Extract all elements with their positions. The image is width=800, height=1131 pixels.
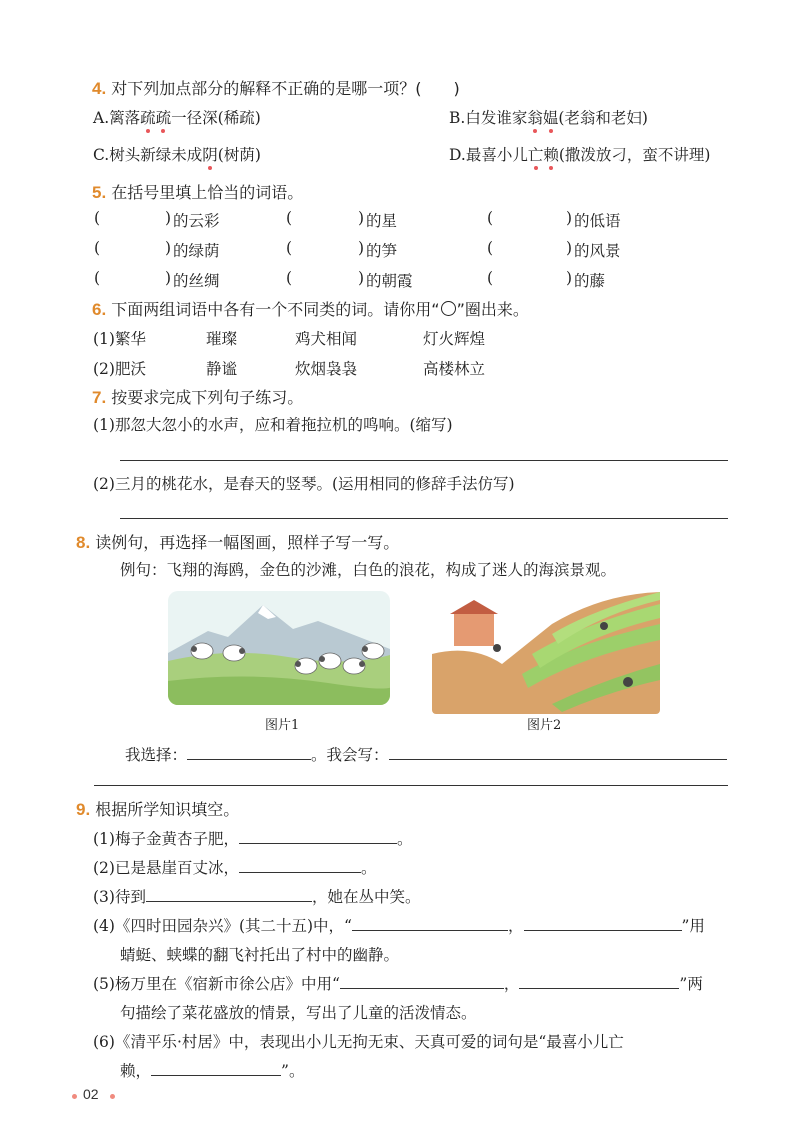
q5-r2c3-open: ( [487, 239, 494, 257]
q4-number: 4. [92, 79, 107, 98]
q7-item-2: (2)三月的桃花水，是春天的竖琴。(运用相同的修辞手法仿写) [93, 475, 515, 493]
q5-r2c2-open: ( [286, 239, 293, 257]
q9-item-1 [93, 827, 412, 849]
q6-r1-w2: 璀璨 [206, 330, 238, 348]
q8-caption-1: 图片1 [265, 718, 300, 733]
q9-item-5-post: ”两 [679, 975, 703, 993]
q5-r1c3-close: ) [566, 209, 573, 227]
q9-item-2-blank[interactable] [239, 857, 361, 873]
q8-title: 读例句，再选择一幅图画，照样子写一写。 [95, 533, 400, 552]
q4-option-c-dotted-1: 阴 [202, 146, 218, 164]
q4-option-c [93, 143, 261, 165]
sheep-meadow-icon [168, 591, 390, 705]
q5-r1c1-word: 的云彩 [173, 212, 220, 230]
q4-header [92, 76, 460, 99]
q4-option-a-dotted-2: 疏 [155, 109, 172, 127]
q4-option-a [93, 106, 261, 128]
q8-caption-2: 图片2 [527, 718, 562, 733]
q4-option-c-pre: 树头新绿未成 [109, 146, 203, 164]
q4-option-d-pre: 最喜小儿 [465, 146, 528, 164]
q4-option-c-post: (树荫) [217, 146, 261, 164]
q6-r2-w3: 炊烟袅袅 [295, 360, 358, 378]
q5-title: 在括号里填上恰当的词语。 [111, 183, 304, 202]
q4-option-d [449, 143, 710, 165]
q9-item-5-pre: (5)杨万里在《宿新市徐公店》中用“ [93, 975, 340, 993]
q6-r2-w4: 高楼林立 [423, 360, 486, 378]
q5-r3c3-open: ( [487, 269, 494, 287]
q4-option-b [449, 106, 648, 128]
q8-write-blank[interactable] [389, 744, 727, 760]
q5-r1c1-close: ) [165, 209, 172, 227]
q8-example: 例句：飞翔的海鸥，金色的沙滩，白色的浪花，构成了迷人的海滨景观。 [120, 561, 617, 579]
q9-item-1-post: 。 [396, 830, 413, 848]
q8-write-label: 。我会写： [311, 746, 389, 764]
q4-option-a-post: 一径深(稀疏) [171, 109, 261, 127]
q9-item-6-pre: 赖， [120, 1062, 152, 1080]
q8-number: 8. [76, 533, 91, 552]
q9-item-6-post: ”。 [281, 1062, 305, 1080]
page-number: 02 [83, 1086, 99, 1102]
q7-answer-line-1[interactable] [120, 460, 728, 461]
q9-item-3-blank[interactable] [146, 886, 312, 902]
q5-r2c2-word: 的笋 [366, 242, 398, 260]
q5-r3c2-close: ) [358, 269, 365, 287]
q6-header [92, 297, 529, 320]
q7-item-1: (1)那忽大忽小的水声，应和着拖拉机的鸣响。(缩写) [93, 416, 453, 434]
q5-r3c2-word: 的朝霞 [366, 272, 413, 290]
q9-item-4-post: ”用 [681, 917, 705, 935]
q5-r2c2-close: ) [358, 239, 365, 257]
q9-item-2 [93, 856, 376, 878]
q8-choose-label: 我选择： [125, 746, 188, 764]
q6-number: 6. [92, 300, 107, 319]
q4-option-d-label: D. [449, 146, 466, 164]
q4-option-c-label: C. [93, 146, 110, 164]
q5-r3c2-open: ( [286, 269, 293, 287]
q9-item-6-line1: (6)《清平乐·村居》中，表现出小儿无拘无束、天真可爱的词句是“最喜小儿亡 [93, 1033, 624, 1051]
q5-r3c1-open: ( [94, 269, 101, 287]
q9-item-5-mid: ， [503, 975, 520, 993]
q5-r2c1-open: ( [94, 239, 101, 257]
q7-header [92, 385, 303, 408]
q4-option-b-dotted-1: 翁 [527, 109, 543, 127]
q5-r1c2-word: 的星 [366, 212, 398, 230]
q5-r1c2-open: ( [286, 209, 293, 227]
q6-r1-w4: 灯火辉煌 [423, 330, 486, 348]
q9-header [76, 797, 239, 820]
q4-title: 对下列加点部分的解释不正确的是哪一项？( ) [111, 79, 460, 98]
circle-mark-icon [441, 301, 456, 316]
q9-item-5-blank-1[interactable] [340, 973, 504, 989]
q4-option-b-label: B. [449, 109, 466, 127]
sheep-meadow-image [168, 591, 390, 705]
page-number-right-dot [110, 1094, 115, 1099]
q9-item-1-pre: (1)梅子金黄杏子肥， [93, 830, 239, 848]
q4-option-a-pre: 篱落 [109, 109, 141, 127]
q5-r2c3-close: ) [566, 239, 573, 257]
q9-item-1-blank[interactable] [239, 828, 397, 844]
q9-item-3-pre: (3)待到 [93, 888, 146, 906]
page-number-left-dot [72, 1094, 77, 1099]
q5-r3c1-word: 的丝绸 [173, 272, 220, 290]
q5-header [92, 180, 303, 203]
q9-item-4-blank-2[interactable] [524, 915, 682, 931]
q9-item-5-line2: 句描绘了菜花盛放的情景，写出了儿童的活泼情态。 [120, 1004, 477, 1022]
q5-r1c1-open: ( [94, 209, 101, 227]
terraced-field-icon [432, 584, 660, 714]
q9-item-3-post: ，她在丛中笑。 [311, 888, 421, 906]
q9-title: 根据所学知识填空。 [95, 800, 240, 819]
q9-item-2-post: 。 [360, 859, 377, 877]
q4-option-a-dotted-1: 疏 [140, 109, 156, 127]
q4-option-b-dotted-2: 媪 [542, 109, 559, 127]
q9-item-4-line2: 蜻蜓、蛱蝶的翻飞衬托出了村中的幽静。 [120, 946, 400, 964]
q9-item-4-pre: (4)《四时田园杂兴》(其二十五)中，“ [93, 917, 352, 935]
q7-title: 按要求完成下列句子练习。 [111, 388, 304, 407]
q9-number: 9. [76, 800, 91, 819]
q4-option-d-dotted-2: 赖 [543, 146, 559, 164]
q9-item-5-blank-2[interactable] [519, 973, 679, 989]
q5-r1c3-word: 的低语 [574, 212, 621, 230]
q8-choose-blank[interactable] [187, 744, 311, 760]
q9-item-4 [93, 914, 705, 936]
q5-r2c1-close: ) [165, 239, 172, 257]
q8-answer-row [125, 743, 727, 765]
q5-r1c3-open: ( [487, 209, 494, 227]
q5-r2c1-word: 的绿荫 [173, 242, 220, 260]
q9-item-5 [93, 972, 703, 994]
q5-r2c3-word: 的风景 [574, 242, 621, 260]
q5-r3c3-word: 的藤 [574, 272, 606, 290]
q7-number: 7. [92, 388, 107, 407]
q4-option-a-label: A. [93, 109, 110, 127]
q5-r1c2-close: ) [358, 209, 365, 227]
q5-r3c3-close: ) [566, 269, 573, 287]
q6-title-post: ”圈出来。 [456, 300, 529, 319]
q6-title-pre: 下面两组词语中各有一个不同类的词。请你用“ [111, 300, 440, 319]
q6-r2-w1: (2)肥沃 [93, 360, 146, 378]
q9-item-6-blank[interactable] [151, 1060, 281, 1076]
q5-number: 5. [92, 183, 107, 202]
q9-item-4-mid: ， [507, 917, 524, 935]
q9-item-4-blank-1[interactable] [352, 915, 508, 931]
q4-option-d-post: (撒泼放刁，蛮不讲理) [558, 146, 711, 164]
q5-r3c1-close: ) [165, 269, 172, 287]
q8-answer-line[interactable] [94, 785, 728, 786]
q6-r1-w1: (1)繁华 [93, 330, 146, 348]
q4-option-d-dotted-1: 亡 [527, 146, 544, 164]
q9-item-3 [93, 885, 420, 907]
q7-answer-line-2[interactable] [120, 518, 728, 519]
q9-item-2-pre: (2)已是悬崖百丈冰， [93, 859, 239, 877]
q9-item-6-line2 [120, 1059, 304, 1081]
q6-r2-w2: 静谧 [206, 360, 238, 378]
terraced-field-image [432, 584, 660, 714]
q4-option-b-post: (老翁和老妇) [558, 109, 648, 127]
q6-r1-w3: 鸡犬相闻 [295, 330, 358, 348]
q8-header [76, 530, 399, 553]
q4-option-b-pre: 白发谁家 [465, 109, 528, 127]
